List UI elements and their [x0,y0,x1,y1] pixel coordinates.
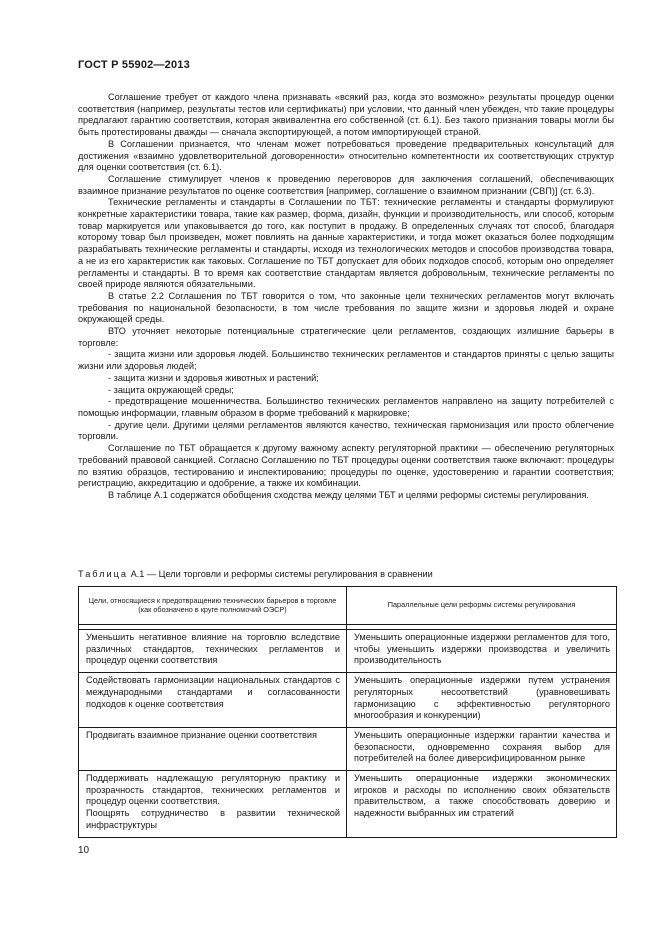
list-item: - другие цели. Другими целями регламентов являются качество, техническая гармонизация или просто облегчение торговли. [78,419,614,442]
list-item: - защита жизни и здоровья животных и растений; [108,372,319,383]
table-row [79,727,617,770]
table-cell: Содействовать гармонизации национальных стандартов с международными стандартами и согласованности подходов к оценке соответствия [79,673,347,728]
table-caption-title: А.1 — Цели торговли и реформы системы регулирования в сравнении [128,569,433,579]
table-cell: Поддерживать надлежащую регуляторную практику и прозрачность стандартов, технических регламентов и процедур оценки соответствия. Поощрять сотрудничество в развитии технической инфраструктуры [79,771,347,838]
table-cell: Уменьшить операционные издержки гарантии качества и безопасности, одновременно сохраняя выбор для потребителей на более диверсифицированном рынке [347,727,617,770]
paragraph: Технические регламенты и стандарты в Соглашении по ТБТ: технические регламенты и стандарты формулируют конкретные характеристики товара, такие как размер, форма, дизайн, функции и производительность, или способ, которым товар маркируется или упаковывается до того, как поступит в продажу. В определенных случаях тот способ, благодаря которому товар был произведен, может повлиять на данные характеристики, и тогда может оказаться более подходящим разрабатывать технические регламенты и стандарты, исходя из технологических методов и способов производства товара, а не из его характеристик как таковых. Соглашение по ТБТ допускает для обоих подходов способ, которым оно определяет регламенты и стандарты. В то время как соответствие стандартам является добровольным, технические регламенты по своей природе являются обязательными. [78,197,614,290]
table-header-cell: Цели, относящиеся к предотвращению технических барьеров в торговле (как обозначено в круге полномочий ОЭСР) [79,587,347,625]
list-item: - предотвращение мошенничества. Большинство технических регламентов направлено на защиту потребителей с помощью информации, главным образом в форме требований к маркировке; [78,396,614,418]
table-caption-label: Таблица [78,569,129,579]
table-caption [78,569,433,579]
table-row [79,673,617,728]
paragraph: В статье 2.2 Соглашения по ТБТ говорится о том, что законные цели технических регламентов могут включать требования по национальной безопасности, в том числе требования по защите жизни и здоровья людей и охране окружающей среды. [78,290,614,325]
table-row [79,630,617,673]
table-header-row [79,587,617,625]
list-item: - защита окружающей среды; [108,384,234,395]
table-row [79,771,617,838]
document-header: ГОСТ Р 55902—2013 [78,59,190,71]
paragraph: В Соглашении признается, что членам может потребоваться проведение предварительных консультаций для достижения «взаимно удовлетворительной договоренности» относительно компетентности их соответствующих структур для оценки соответствия (ст. 6.1). [78,138,614,173]
table-cell: Уменьшить операционные издержки путем устранения регуляторных несоответствий (уравновешивать гармонизацию с эффективностью регуляторного многообразия и конкуренции) [347,673,617,728]
paragraph: ВТО уточняет некоторые потенциальные стратегические цели регламентов, создающих излишние барьеры в торговле: [78,326,614,348]
body-text [78,92,614,502]
paragraph: Соглашение по ТБТ обращается к другому важному аспекту регуляторной практики — обеспечению регуляторных требований правовой санкцией. Согласно Соглашению по ТБТ процедуры оценки соответствия также включают: процедуры по взятию образцов, тестированию и инспектированию; процедуры по оценке, удостоверению и гарантии соответствия; регистрацию, аккредитацию и одобрение, а также их комбинации. [78,443,614,489]
paragraph: Соглашение стимулирует членов к проведению переговоров для заключения соглашений, обеспечивающих взаимное признание результатов по оценке соответствия [например, соглашение о взаимном признании (СВП)] (ст. 6.3). [78,173,614,196]
table-cell: Уменьшить операционные издержки экономических игроков и расходы по исполнению своих обязательств правительством, а также способствовать доверию и надежности выбранных им стратегий [347,771,617,838]
page-number: 10 [78,845,90,856]
table-cell: Уменьшить операционные издержки регламентов для того, чтобы уменьшить издержки производства и увеличить производительность [347,630,617,673]
paragraph: Соглашение требует от каждого члена признавать «всякий раз, когда это возможно» результаты процедур оценки соответствия (например, результаты тестов или сертификаты) при условии, что данный член убежден, что такие процедуры предлагают гарантию соответствия, которая эквивалентна его собственной (ст. 6.1). Без такого признания товары могли бы быть протестированы дважды — сначала экспортирующей, а потом импортирующей страной. [78,92,614,138]
list-item: - защита жизни или здоровья людей. Большинство технических регламентов и стандартов приняты с целью защиты жизни или здоровья людей; [78,349,614,372]
comparison-table [78,586,617,838]
paragraph: В таблице А.1 содержатся обобщения сходства между целями ТБТ и целями реформы системы регулирования. [108,489,589,500]
table-cell: Продвигать взаимное признание оценки соответствия [79,727,347,770]
table-header-cell: Параллельные цели реформы системы регулирования [347,587,617,625]
table-cell: Уменьшить негативное влияние на торговлю вследствие различных стандартов, технических регламентов и процедур оценки соответствия [79,630,347,673]
